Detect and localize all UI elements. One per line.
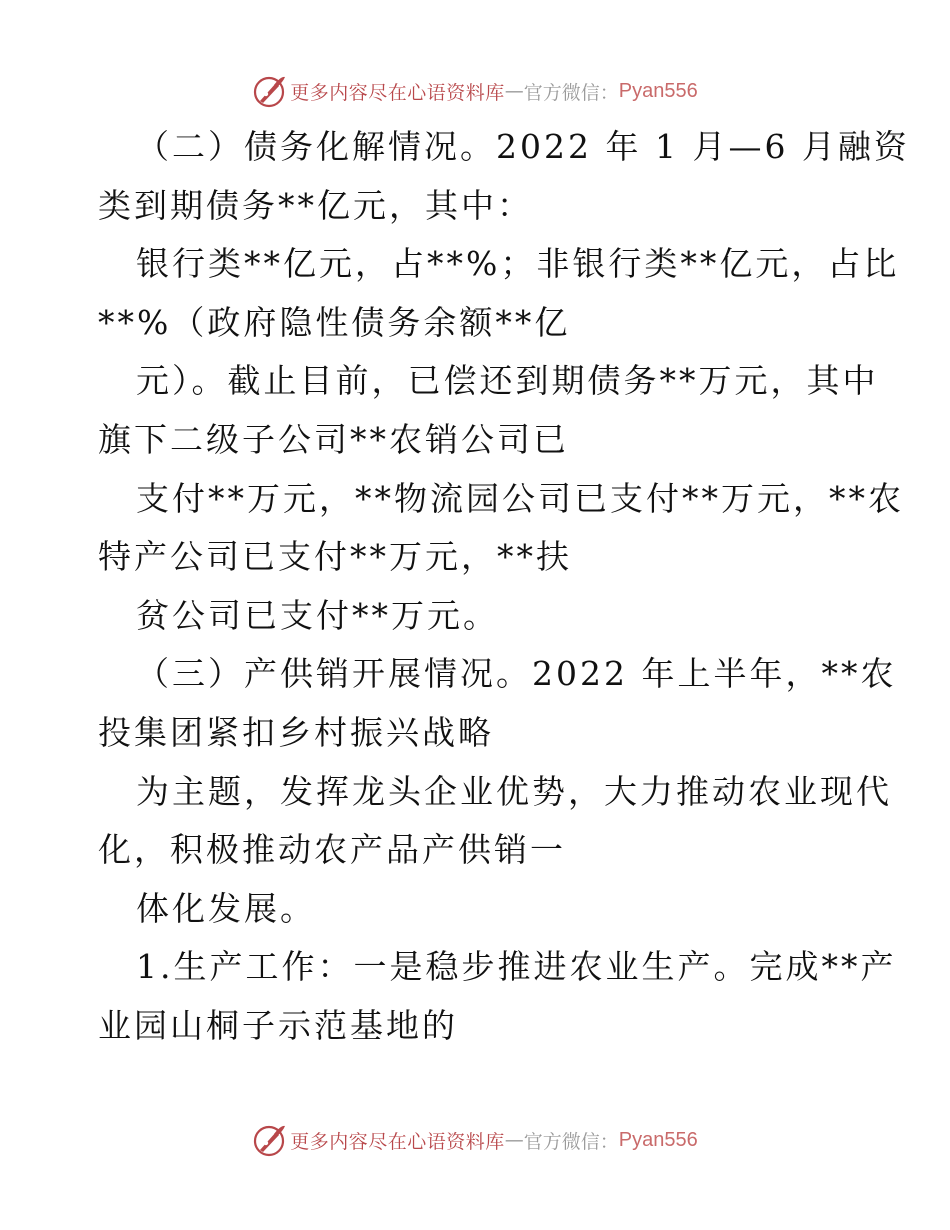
watermark-dash: — [504, 80, 524, 102]
body-line: （三）产供销开展情况。2022 年上半年，**农 [136, 654, 897, 694]
body-line: 类到期债务**亿元，其中： [98, 185, 533, 225]
quill-logo-icon [252, 1123, 286, 1157]
body-line: 银行类**亿元，占**%；非银行类**亿元，占比 [136, 244, 900, 284]
body-line: 体化发展。 [136, 888, 316, 928]
body-line: 业园山桐子示范基地的 [98, 1005, 458, 1045]
body-line: （二）债务化解情况。2022 年 1 月—6 月融资 [136, 127, 910, 166]
body-line: 投集团紧扣乡村振兴战略 [98, 712, 494, 752]
body-line: 化，积极推动农产品产供销一 [98, 830, 566, 870]
watermark-site-text: 更多内容尽在心语资料库 [290, 1130, 505, 1153]
body-line: 元）。截止目前，已偿还到期债务**万元，其中 [136, 361, 879, 401]
body-line: 支付**万元，**物流园公司已支付**万元，**农 [136, 478, 904, 518]
watermark-banner-bottom [0, 1120, 950, 1160]
watermark-account: Pyan556 [618, 79, 698, 102]
body-line: **%（政府隐性债务余额**亿 [98, 302, 571, 342]
document-body [98, 118, 910, 1056]
quill-logo-icon [252, 74, 286, 108]
body-line: 1.生产工作：一是稳步推进农业生产。完成**产 [136, 947, 897, 987]
body-line: 贫公司已支付**万元。 [136, 595, 499, 635]
watermark-banner-top [0, 71, 950, 111]
watermark-label: 官方微信： [523, 81, 619, 104]
body-line: 旗下二级子公司**农销公司已 [98, 419, 569, 459]
watermark-dash: — [504, 1129, 524, 1151]
body-line: 为主题，发挥龙头企业优势，大力推动农业现代 [136, 771, 892, 811]
body-line: 特产公司已支付**万元，**扶 [98, 537, 572, 577]
watermark-label: 官方微信： [523, 1130, 619, 1153]
watermark-site-text: 更多内容尽在心语资料库 [290, 81, 505, 104]
watermark-account: Pyan556 [618, 1128, 698, 1151]
